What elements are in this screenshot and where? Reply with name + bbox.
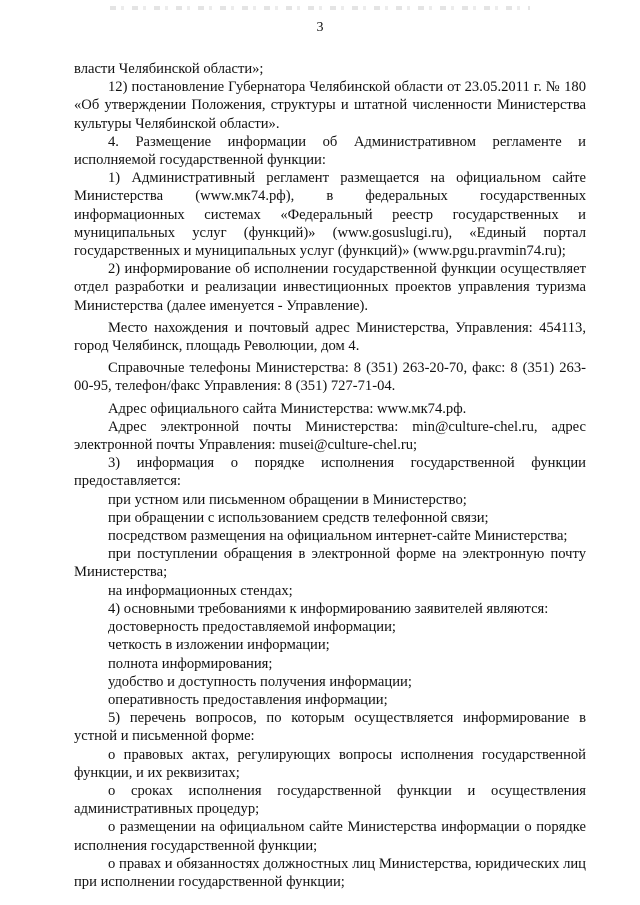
paragraph: Адрес электронной почты Министерства: min@culture-chel.ru, адрес электронной почты Управления: musei@culture-chel.ru; <box>74 418 586 454</box>
list-item: оперативность предоставления информации; <box>108 691 388 708</box>
paragraph: 2) информирование об исполнении государственной функции осуществляет отдел разработки и реализации инвестиционных проектов управления туризма Министерства (далее именуется - Управление). <box>74 261 586 314</box>
document-body <box>74 60 586 891</box>
paragraph: Справочные телефоны Министерства: 8 (351) 263-20-70, факс: 8 (351) 263-00-95, телефон/факс Управления: 8 (351) 727-71-04. <box>74 360 586 395</box>
list-item: на информационных стендах; <box>108 582 293 599</box>
list-item: четкость в изложении информации; <box>108 637 330 654</box>
paragraph: 5) перечень вопросов, по которым осуществляется информирование в устной и письменной форме: <box>74 710 586 745</box>
list-item: при устном или письменном обращении в Министерство; <box>108 491 467 508</box>
paragraph: 3) информация о порядке исполнения государственной функции предоставляется: <box>74 455 586 490</box>
list-item: достоверность предоставляемой информации; <box>108 619 396 636</box>
paragraph: власти Челябинской области»; <box>74 61 264 77</box>
paragraph: 12) постановление Губернатора Челябинской области от 23.05.2011 г. № 180 «Об утверждении Положения, структуры и штатной численности Министерства культуры Челябинской области». <box>74 79 586 132</box>
list-item: о правах и обязанностях должностных лиц Министерства, юридических лиц при исполнении государственной функции; <box>74 855 586 890</box>
list-item: о сроках исполнения государственной функции и осуществления административных процедур; <box>74 782 586 818</box>
list-item: удобство и доступность получения информации; <box>108 673 412 690</box>
paragraph: 1) Административный регламент размещается на официальном сайте Министерства (www.мк74.рф), в федеральных государственных информационных системах «Федеральный реестр государственных и муниципальных услуг (функций)» (www.gosuslugi.ru), «Единый портал государственных и муниципальных услуг (функций)» (www.pgu.pravmin74.ru); <box>74 170 586 260</box>
paragraph: Адрес официального сайта Министерства: www.мк74.рф. <box>108 400 467 417</box>
paragraph: 4. Размещение информации об Административном регламенте и исполняемой государственной функции: <box>74 133 586 169</box>
scan-artifact <box>110 6 530 10</box>
page-number: 3 <box>316 20 324 35</box>
list-item: о размещении на официальном сайте Министерства информации о порядке исполнения государственной функции; <box>74 819 586 854</box>
list-item: при обращении с использованием средств телефонной связи; <box>108 509 489 526</box>
list-item: полнота информирования; <box>108 655 273 672</box>
list-item: о правовых актах, регулирующих вопросы исполнения государственной функции, и их реквизитах; <box>74 746 586 781</box>
list-item: посредством размещения на официальном интернет-сайте Министерства; <box>108 528 568 545</box>
paragraph: Место нахождения и почтовый адрес Министерства, Управления: 454113, город Челябинск, площадь Революции, дом 4. <box>74 319 586 355</box>
paragraph: 4) основными требованиями к информированию заявителей являются: <box>108 600 549 617</box>
list-item: при поступлении обращения в электронной форме на электронную почту Министерства; <box>74 546 586 581</box>
